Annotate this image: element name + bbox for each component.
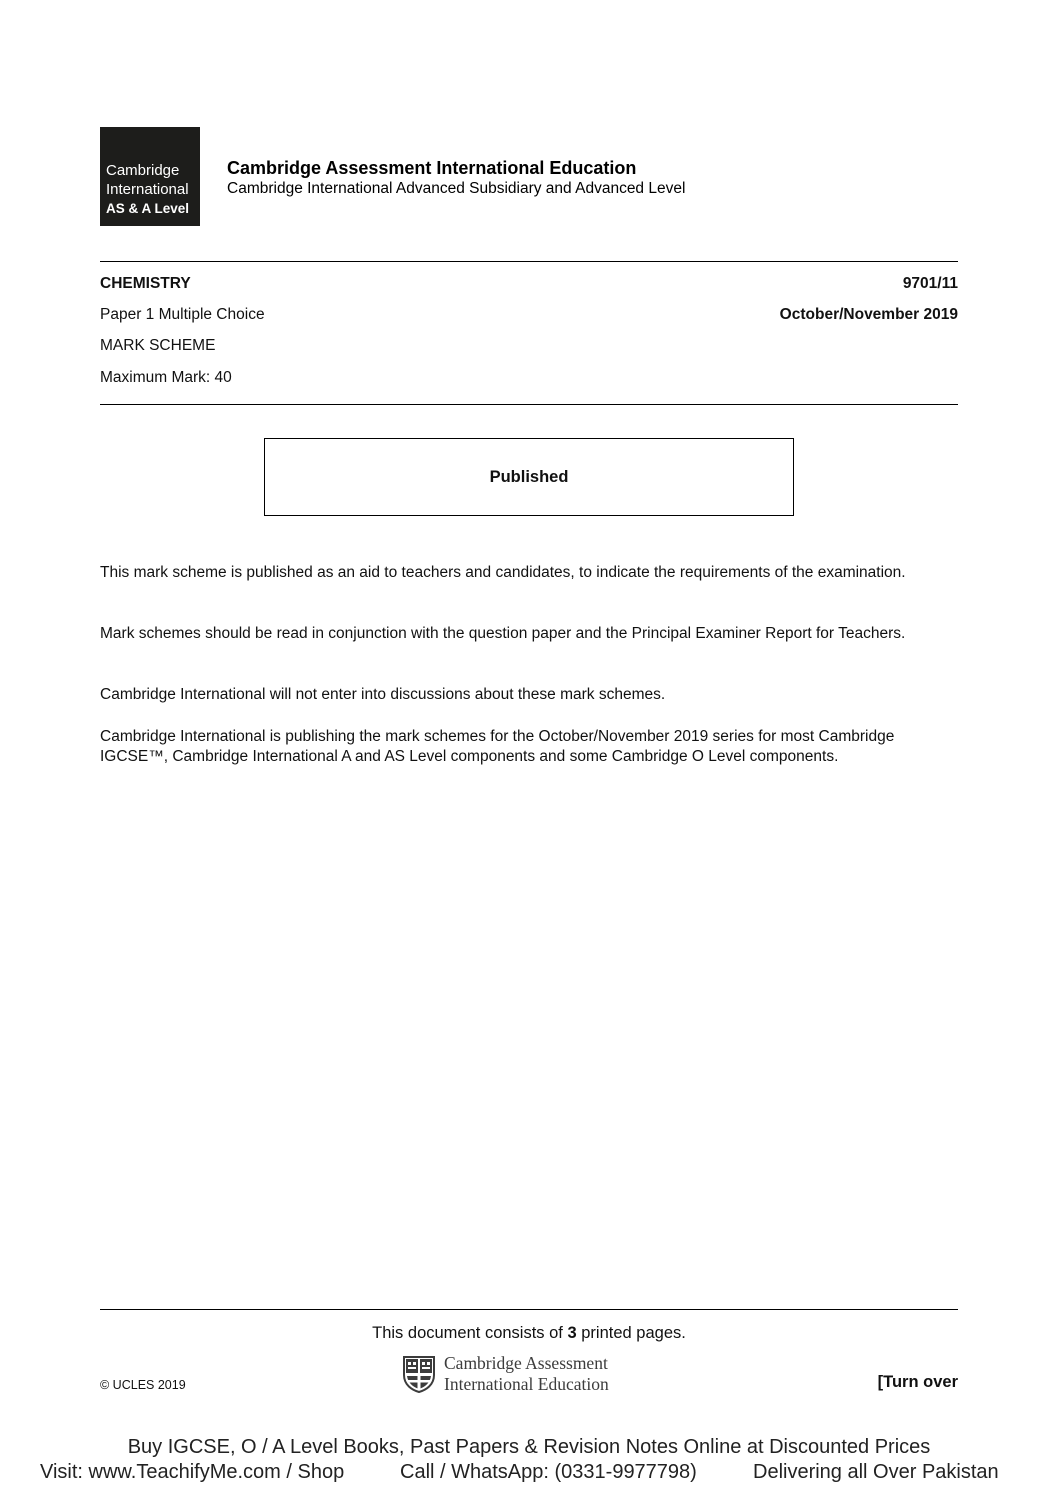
copyright: © UCLES 2019: [100, 1378, 186, 1392]
org-name: Cambridge Assessment International Education: [227, 158, 637, 178]
page-count: 3: [567, 1324, 577, 1342]
paragraph-4: Cambridge International is publishing the mark schemes for the October/November 2019 series for most Cambridge IGCSE™, Cambridge International A and AS Level components and some Cambridge O Level components.: [100, 728, 895, 765]
footer-divider: [100, 1309, 958, 1310]
subject: CHEMISTRY: [100, 275, 191, 292]
published-box: [264, 438, 794, 516]
logo-line-1: Cambridge: [106, 162, 180, 179]
promo-line: Buy IGCSE, O / A Level Books, Past Papers & Revision Notes Online at Discounted Prices: [127, 1436, 931, 1458]
org-subtitle: Cambridge International Advanced Subsidiary and Advanced Level: [227, 180, 686, 197]
paragraph-1: This mark scheme is published as an aid to teachers and candidates, to indicate the requirements of the examination.: [100, 564, 906, 581]
promo-call: Call / WhatsApp: (0331-9977798): [400, 1461, 697, 1483]
promo-delivery: Delivering all Over Pakistan: [753, 1461, 999, 1483]
logo-line-3: AS & A Level: [106, 201, 190, 216]
max-mark: Maximum Mark: 40: [100, 369, 232, 386]
paper-code: 9701/11: [902, 275, 958, 292]
published-label: Published: [489, 467, 569, 486]
paper-title: Paper 1 Multiple Choice: [100, 306, 265, 323]
page-count-statement: [0, 1324, 1058, 1343]
consists-post: printed pages.: [576, 1324, 686, 1342]
ca-logo-line-2: International Education: [444, 1374, 609, 1394]
paragraph-3: Cambridge International will not enter into discussions about these mark schemes.: [100, 686, 666, 703]
meta-divider: [100, 404, 958, 405]
cambridge-assessment-logo: [402, 1352, 662, 1396]
session: October/November 2019: [779, 306, 958, 323]
promo-visit-link[interactable]: Visit: www.TeachifyMe.com / Shop: [40, 1461, 345, 1483]
cambridge-international-logo: [100, 127, 200, 226]
ca-logo-line-1: Cambridge Assessment: [444, 1353, 608, 1373]
consists-pre: This document consists of: [372, 1324, 568, 1342]
cambridge-shield-icon: [402, 1355, 436, 1393]
scheme-label: MARK SCHEME: [100, 337, 216, 354]
turn-over: [Turn over: [877, 1373, 958, 1391]
paragraph-2: Mark schemes should be read in conjunction with the question paper and the Principal Examiner Report for Teachers.: [100, 625, 906, 642]
logo-line-2: International: [106, 181, 189, 198]
top-divider: [100, 261, 958, 262]
